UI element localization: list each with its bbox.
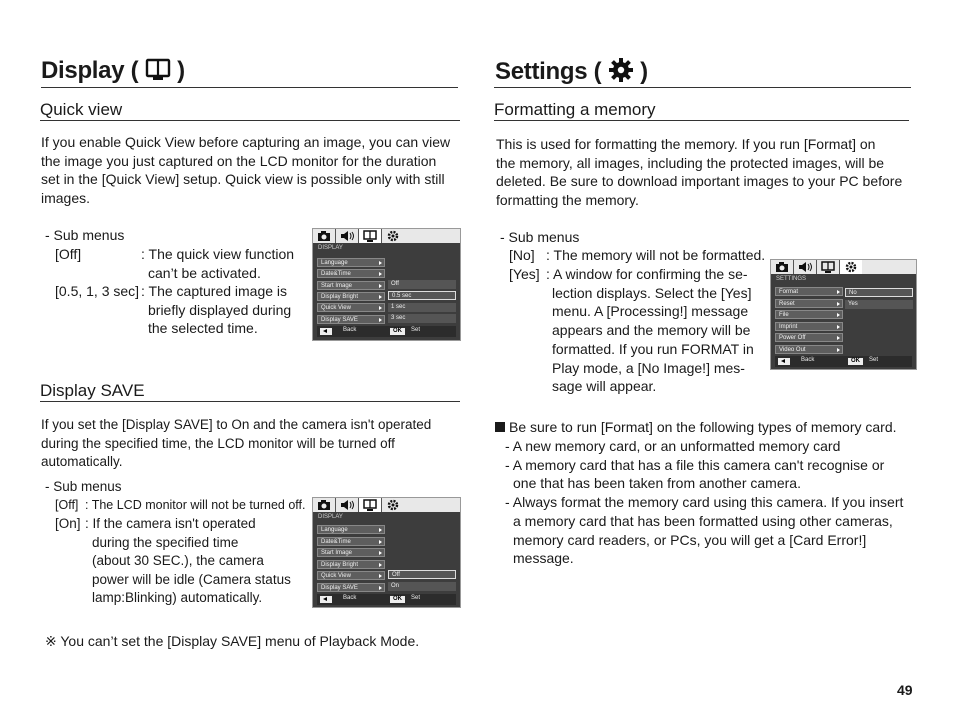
chevron-right-icon: [379, 318, 382, 322]
formatting-submenu-label: - Sub menus: [500, 229, 580, 245]
quick-view-rule: [40, 120, 460, 121]
text-line: one that has been taken from another camera.: [513, 475, 801, 492]
lcd-menu-label: Quick View: [321, 305, 351, 311]
text-line: during the specified time: [92, 534, 239, 550]
lcd-menu-item: [317, 315, 385, 324]
format-note-main: Be sure to run [Format] on the following types of memory card.: [509, 419, 897, 435]
lcd-menu-item: [317, 548, 385, 557]
chevron-right-icon: [379, 563, 382, 567]
lcd-menu-label: File: [779, 312, 789, 318]
text-line: the selected time.: [148, 320, 258, 337]
chevron-right-icon: [379, 540, 382, 544]
display-save-paragraph: [41, 416, 461, 472]
display-save-off-key: [Off]: [55, 498, 79, 512]
text-line: set in the [Quick View] setup. Quick view is possible only with still: [41, 171, 445, 188]
lcd-menu-item: [317, 571, 385, 580]
chevron-right-icon: [379, 261, 382, 265]
lcd-menu-item: [317, 537, 385, 546]
lcd-menu-item: [775, 287, 843, 296]
text-line: deleted. Be sure to download important images to your PC before: [496, 173, 903, 190]
lcd-ok-key: OK: [390, 328, 405, 335]
chevron-right-icon: [379, 586, 382, 590]
formatting-paragraph: [496, 135, 916, 210]
lcd-menu-item: [317, 303, 385, 312]
text-line: lection displays. Select the [Yes]: [552, 284, 752, 301]
back-arrow-icon: [320, 596, 332, 603]
format-note-list: [505, 437, 915, 568]
formatting-yes-desc: [546, 265, 754, 396]
quick-view-off-key: [Off]: [55, 246, 82, 262]
lcd-menu-label: Video Out: [779, 347, 806, 353]
quick-view-heading: Quick view: [40, 100, 123, 119]
text-line: power will be idle (Camera status: [92, 571, 291, 587]
lcd-menu-item: [317, 292, 385, 301]
chevron-right-icon: [837, 325, 840, 329]
lcd-menu-item: [775, 310, 843, 319]
text-line: - A new memory card, or an unformatted memory card: [505, 438, 841, 454]
lcd-option-selected: 0.5 sec: [388, 291, 456, 300]
settings-title: [495, 58, 648, 86]
formatting-no-desc: : The memory will not be formatted.: [546, 247, 766, 263]
text-line: If you enable Quick View before capturing an image, you can view: [41, 134, 451, 150]
lcd-option: 1 sec: [388, 303, 456, 312]
lcd-menu-item: [775, 299, 843, 308]
quick-view-off-desc: [141, 245, 294, 282]
lcd-menu-label: Display SAVE: [321, 585, 358, 591]
lcd-option-selected: Off: [388, 570, 456, 579]
lcd-menu-label: Format: [779, 289, 799, 295]
display-title-text: Display (: [41, 57, 139, 84]
display-save-off-desc: : The LCD monitor will not be turned off.: [85, 498, 306, 512]
lcd-set-label: Set: [869, 357, 879, 363]
text-line: lamp:Blinking) automatically.: [92, 590, 263, 605]
lcd-tab-bar: [313, 498, 460, 512]
display-title: [41, 57, 185, 85]
lcd-ok-key: OK: [848, 358, 863, 365]
quick-view-paragraph: [41, 133, 461, 208]
gear-icon: [382, 498, 404, 512]
lcd-back-label: Back: [343, 595, 357, 601]
back-arrow-icon: [320, 328, 332, 335]
lcd-menu-label: Display SAVE: [321, 317, 358, 323]
lcd-back-label: Back: [801, 357, 815, 363]
display-tab-icon: [359, 229, 382, 243]
chevron-right-icon: [837, 336, 840, 340]
lcd-header: SETTINGS: [776, 276, 807, 282]
quick-view-sec-key: [0.5, 1, 3 sec]: [55, 283, 140, 299]
quick-view-submenu-label: - Sub menus: [45, 227, 125, 243]
text-line: : A window for confirming the se-: [546, 266, 748, 282]
gear-icon: [840, 260, 862, 274]
gear-icon: [382, 229, 404, 243]
lcd-menu-label: Start Image: [321, 550, 353, 556]
lcd-quick-view: [312, 228, 461, 341]
settings-title-end: ): [640, 58, 648, 85]
lcd-set-label: Set: [411, 595, 421, 601]
lcd-menu-label: Reset: [779, 301, 795, 307]
formatting-no-key: [No]: [509, 247, 535, 263]
lcd-menu-item: [317, 258, 385, 267]
sound-icon: [336, 498, 359, 512]
lcd-menu-label: Display Bright: [321, 294, 359, 300]
lcd-menu-item: [317, 583, 385, 592]
display-save-rule: [40, 401, 460, 402]
text-line: during the specified time, the LCD monitor will be turned off: [41, 435, 395, 451]
display-title-rule: [41, 87, 458, 88]
chevron-right-icon: [379, 272, 382, 276]
settings-title-text: Settings (: [495, 58, 602, 85]
lcd-menu-label: Language: [321, 527, 348, 533]
lcd-option: On: [388, 582, 456, 591]
lcd-menu-label: Quick View: [321, 573, 351, 579]
lcd-menu-item: [775, 322, 843, 331]
playback-note: ※ You can’t set the [Display SAVE] menu of Playback Mode.: [45, 633, 420, 649]
lcd-set-label: Set: [411, 327, 421, 333]
lcd-option: 3 sec: [388, 314, 456, 323]
lcd-menu-item: [775, 345, 843, 354]
text-line: This is used for formatting the memory. If you run [Format] on: [496, 136, 876, 152]
text-line: (about 30 SEC.), the camera: [92, 553, 264, 568]
text-line: a memory card that has been formatted using other cameras,: [513, 512, 893, 529]
lcd-bottom-bar: [317, 326, 456, 337]
lcd-menu-label: Start Image: [321, 283, 353, 289]
chevron-right-icon: [837, 302, 840, 306]
display-save-on-desc: [85, 515, 291, 608]
text-line: : The captured image is: [141, 283, 288, 299]
chevron-right-icon: [379, 528, 382, 532]
lcd-ok-key: OK: [390, 596, 405, 603]
text-line: sage will appear.: [552, 378, 657, 395]
display-tab-icon: [817, 260, 840, 274]
display-icon: [145, 58, 171, 82]
lcd-menu-label: Imprint: [779, 324, 798, 330]
chevron-right-icon: [379, 574, 382, 578]
lcd-header: DISPLAY: [318, 245, 343, 251]
text-line: Play mode, a [No Image!] mes-: [552, 359, 745, 376]
lcd-option-selected: No: [845, 288, 913, 297]
lcd-bottom-bar: [775, 356, 912, 367]
back-arrow-icon: [778, 358, 790, 365]
camera-icon: [313, 229, 336, 243]
lcd-menu-label: Language: [321, 260, 348, 266]
text-line: the memory, all images, including the protected images, will be: [496, 154, 885, 171]
text-line: formatting the memory.: [496, 192, 639, 209]
quick-view-sec-desc: [141, 282, 291, 338]
lcd-menu-item: [317, 525, 385, 534]
lcd-menu-label: Date&Time: [321, 539, 351, 545]
text-line: If you set the [Display SAVE] to On and the camera isn't operated: [41, 417, 432, 432]
text-line: - Always format the memory card using this camera. If you insert: [505, 494, 904, 511]
lcd-tab-bar: [771, 260, 916, 274]
text-line: memory card readers, or PCs, you will get a [Card Error!]: [513, 531, 867, 548]
formatting-yes-key: [Yes]: [509, 266, 540, 282]
lcd-menu-label: Date&Time: [321, 271, 351, 277]
text-line: : If the camera isn't operated: [85, 516, 256, 531]
camera-icon: [313, 498, 336, 512]
text-line: - A memory card that has a file this camera can't recognise or: [505, 456, 885, 473]
lcd-bottom-bar: [317, 594, 456, 605]
lcd-option: Yes: [845, 300, 913, 309]
gear-icon: [608, 57, 634, 83]
lcd-menu-item: [317, 560, 385, 569]
text-line: briefly displayed during: [148, 301, 292, 318]
text-line: appears and the memory will be: [552, 322, 751, 339]
bullet-square-icon: [495, 422, 505, 432]
sound-icon: [336, 229, 359, 243]
lcd-option: Off: [388, 280, 456, 289]
chevron-right-icon: [379, 284, 382, 288]
display-save-submenu-label: - Sub menus: [45, 479, 122, 494]
lcd-menu-item: [317, 281, 385, 290]
lcd-menu-label: Display Bright: [321, 562, 359, 568]
chevron-right-icon: [379, 306, 382, 310]
chevron-right-icon: [379, 295, 382, 299]
text-line: automatically.: [41, 454, 123, 469]
text-line: menu. A [Processing!] message: [552, 303, 749, 320]
camera-icon: [771, 260, 794, 274]
lcd-settings-format: [770, 259, 917, 370]
chevron-right-icon: [837, 348, 840, 352]
text-line: can’t be activated.: [148, 264, 261, 281]
text-line: : The quick view function: [141, 246, 295, 262]
lcd-menu-label: Power Off: [779, 335, 806, 341]
lcd-menu-item: [317, 269, 385, 278]
sound-icon: [794, 260, 817, 274]
display-title-end: ): [177, 57, 185, 84]
lcd-back-label: Back: [343, 327, 357, 333]
formatting-heading: Formatting a memory: [494, 100, 656, 119]
settings-title-rule: [494, 87, 911, 88]
text-line: formatted. If you run FORMAT in: [552, 340, 754, 357]
text-line: message.: [513, 550, 574, 567]
text-line: the image you just captured on the LCD monitor for the duration: [41, 152, 437, 169]
lcd-display-save: [312, 497, 461, 608]
display-tab-icon: [359, 498, 382, 512]
chevron-right-icon: [837, 313, 840, 317]
chevron-right-icon: [837, 290, 840, 294]
formatting-rule: [494, 120, 909, 121]
text-line: images.: [41, 190, 91, 207]
display-save-heading: Display SAVE: [40, 381, 145, 400]
lcd-header: DISPLAY: [318, 514, 343, 520]
chevron-right-icon: [379, 551, 382, 555]
lcd-menu-item: [775, 333, 843, 342]
page-number: 49: [897, 682, 913, 698]
display-save-on-key: [On]: [55, 516, 81, 531]
lcd-tab-bar: [313, 229, 460, 243]
